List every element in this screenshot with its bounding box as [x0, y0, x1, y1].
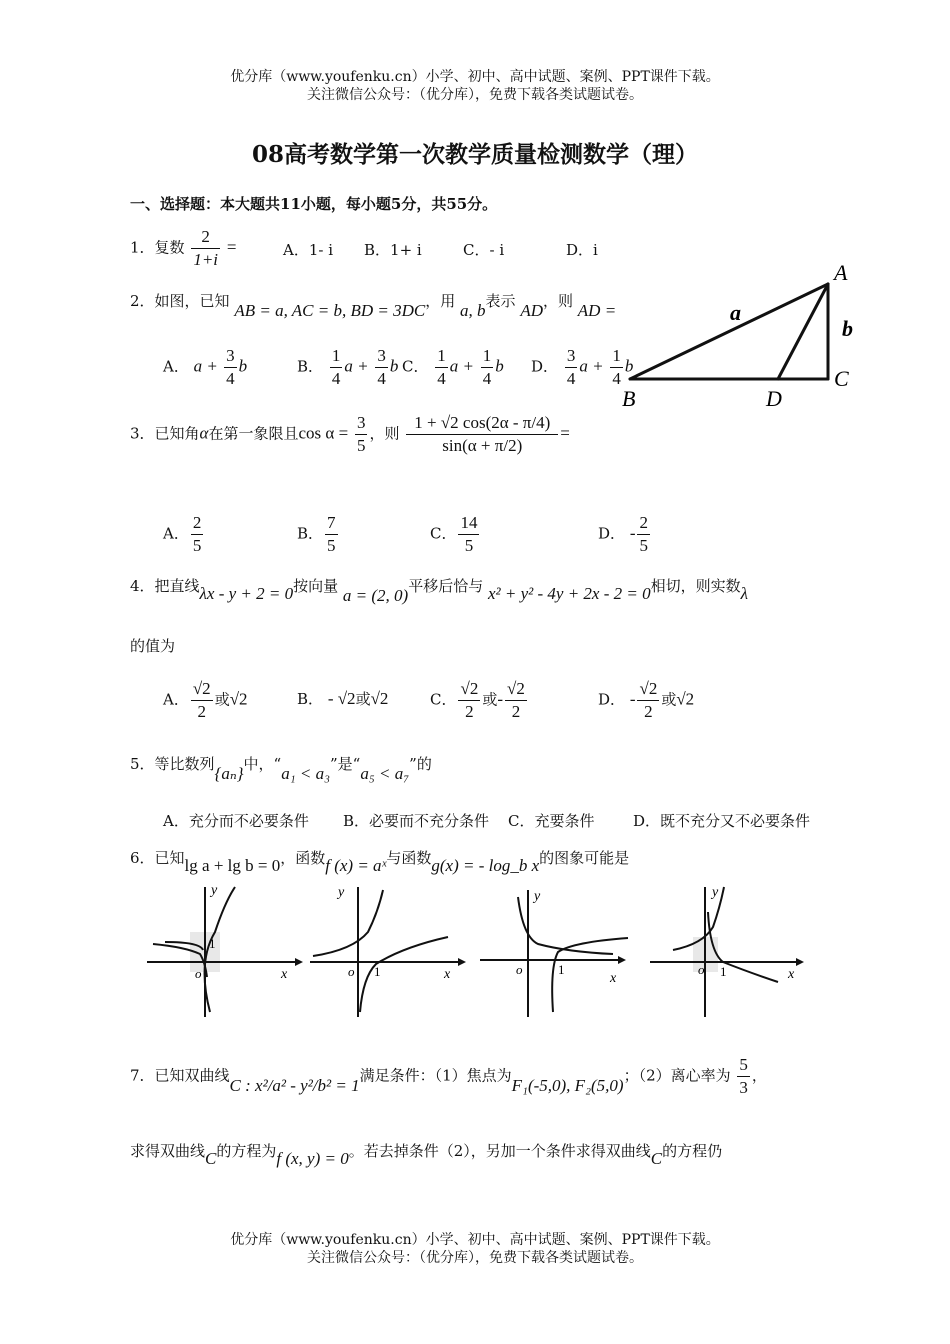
page-title: 08高考数学第一次教学质量检测数学（理）: [251, 141, 698, 168]
q1-frac-num: 2: [191, 226, 220, 249]
q7-line2c: 。若去掉条件（2），另加一个条件求得双曲线: [348, 1142, 651, 1160]
q4-text-3: 平移后恰与: [408, 577, 484, 595]
q7-text-3: ；（2）离心率为: [623, 1066, 731, 1085]
q4-line: λx - y + 2 = 0: [199, 584, 294, 603]
q3-text-3: ，则: [369, 424, 400, 443]
svg-text:o: o: [195, 966, 202, 981]
q3-b-label: B．: [297, 524, 324, 543]
q3-c-frac: [458, 512, 479, 557]
q7-e-d: 3: [739, 1078, 748, 1097]
q7-c-2: C: [650, 1149, 663, 1168]
q3-main-frac: [406, 412, 558, 457]
q7-c-1: C: [205, 1149, 217, 1168]
q2-b-n2: 3: [375, 345, 388, 368]
q2-math-1: AB = a, AC = b, BD = 3DC: [234, 301, 426, 320]
q4-d-v: √2: [676, 689, 695, 709]
q2-math-2: a, b: [460, 301, 486, 320]
q4-c-n2: √2: [505, 678, 527, 701]
svg-text:1: 1: [558, 962, 565, 977]
q3-cos-frac: [355, 412, 368, 457]
q3-d-n: 2: [637, 512, 650, 535]
q2-text-2: ，用: [425, 292, 456, 310]
q4-vector: a = (2, 0): [342, 586, 409, 605]
q1-option-a: A．1- i: [283, 241, 334, 259]
q4-text-4: 相切，则实数: [650, 577, 741, 595]
q2-a-d: 4: [226, 369, 235, 388]
q7-e-n: 5: [737, 1054, 750, 1077]
q2-b-frac-1: [330, 345, 343, 390]
q2-d-frac-1: [565, 345, 578, 390]
q5-cond-1: a₁ < a₃: [281, 764, 331, 783]
question-1: [130, 226, 236, 271]
svg-text:x: x: [444, 967, 451, 982]
q4-a-v: √2: [229, 689, 248, 709]
q1-option-c: C．- i: [463, 241, 505, 259]
label-vec-a: a: [730, 300, 741, 325]
q7-text-2: 满足条件：（1）焦点为: [359, 1066, 512, 1085]
q3-c-d: 5: [464, 536, 474, 555]
q2-b-d1: 4: [331, 369, 341, 388]
q4-a-or: 或: [214, 690, 230, 709]
q4-text-2: 按向量: [293, 577, 339, 595]
q4-a-n: √2: [191, 678, 213, 701]
svg-text:y: y: [338, 885, 345, 900]
q2-d-n2: 1: [610, 345, 623, 368]
q2-a-n: 3: [224, 345, 237, 368]
q3-a-frac: [191, 512, 204, 557]
q4-d-d: 2: [644, 702, 653, 721]
q4-b-or: 或: [355, 690, 371, 708]
svg-text:x: x: [610, 971, 617, 986]
label-b: B: [622, 386, 636, 410]
svg-text:o: o: [698, 962, 705, 977]
footer-line-1: 优分库（www.youfenku.cn）小学、初中、高中试题、案例、PPT课件下载。: [230, 1232, 720, 1248]
q3-b-frac: [325, 512, 338, 557]
svg-text:1: 1: [209, 936, 216, 951]
question-5: [130, 753, 432, 783]
q3-b-n: 7: [325, 512, 338, 535]
q4-option-c: [430, 678, 529, 723]
q6-graph-d: [648, 882, 808, 1022]
q3-d-label: D．: [598, 524, 626, 543]
q2-d-b: b: [624, 356, 634, 376]
q2-b-a: a +: [344, 356, 369, 376]
q5-option-b: B．必要而不充分条件: [343, 812, 490, 830]
q3-cos-d: 5: [356, 436, 366, 455]
footer-line-2: 关注微信公众号：（优分库），免费下载各类试题试卷。: [307, 1250, 643, 1266]
q2-b-b: b: [389, 356, 399, 376]
q2-option-b: [297, 345, 398, 390]
q6-g: g(x) = - log_b x: [431, 856, 540, 875]
q7-feq: f (x, y) = 0: [276, 1149, 349, 1168]
q3-d-sign: -: [629, 523, 636, 543]
svg-text:x: x: [788, 967, 795, 982]
q3-num: 1 + √2 cos(2α - π/4): [406, 412, 558, 435]
q4-c-frac-2: [505, 678, 527, 723]
question-6: [130, 847, 630, 875]
q1-eq: =: [226, 237, 237, 257]
q4-b-label: B．: [297, 690, 324, 708]
q2-text-4: ，则: [542, 292, 573, 310]
q6-text-1: 6．已知: [130, 849, 185, 867]
q6-graph-b: [308, 882, 468, 1022]
q3-a-n: 2: [191, 512, 204, 535]
q7-line2a: 求得双曲线: [130, 1142, 206, 1160]
q4-d-label: D．: [598, 690, 626, 709]
q4-option-d: [598, 678, 694, 723]
q2-c-frac-2: [481, 345, 494, 390]
q2-c-a: a +: [449, 356, 474, 376]
svg-text:o: o: [348, 964, 355, 979]
q2-triangle-figure: [620, 258, 860, 410]
q3-a-label: A．: [163, 524, 189, 543]
q2-option-a: [163, 345, 247, 390]
q2-text-1: 2．如图，已知: [130, 292, 230, 310]
q5-seq: {aₙ}: [214, 764, 244, 783]
q2-d-label: D．: [531, 357, 559, 376]
q2-d-a: a +: [579, 356, 604, 376]
label-c: C: [834, 366, 849, 391]
q7-line2b: 的方程为: [216, 1142, 277, 1160]
q2-a-expr: a +: [193, 356, 223, 376]
section-heading: 一、选择题：本大题共11小题，每小题5分，共55分。: [130, 195, 498, 213]
label-vec-b: b: [842, 316, 853, 341]
q2-a-frac: [224, 345, 237, 390]
q4-continuation: 的值为: [130, 637, 176, 655]
q6-f: f (x) = aˣ: [325, 856, 387, 875]
q2-option-d: [531, 345, 633, 390]
q4-option-a: [163, 678, 248, 723]
svg-text:o: o: [516, 962, 523, 977]
q5-cond-2: a₅ < a₇: [360, 764, 410, 783]
q2-d-d2: 4: [612, 369, 621, 388]
q7-line2d: 的方程仍: [662, 1142, 723, 1160]
question-2: [130, 290, 617, 320]
q3-alpha: α: [199, 423, 209, 443]
q2-b-label: B．: [297, 357, 324, 376]
q4-d-sign: -: [629, 689, 636, 709]
q2-a-b: b: [238, 356, 248, 376]
q2-math-3: AD: [520, 301, 543, 320]
q2-c-b: b: [495, 356, 504, 376]
q4-c-d1: 2: [465, 702, 474, 721]
q4-text-1: 4．把直线: [130, 577, 200, 595]
q4-option-b: [297, 688, 388, 709]
q4-circle: x² + y² - 4y + 2x - 2 = 0: [488, 584, 651, 603]
q2-d-d1: 4: [566, 369, 576, 388]
q2-c-frac-1: [435, 345, 448, 390]
q3-option-b: [297, 512, 340, 557]
q7-text-1: 7．已知双曲线: [130, 1066, 230, 1085]
q4-c-d2: 2: [511, 702, 521, 721]
q4-c-label: C．: [430, 690, 457, 709]
q3-c-n: 14: [458, 512, 479, 535]
q5-text-3: ”是“: [330, 755, 361, 773]
svg-text:y: y: [712, 885, 719, 900]
q4-c-n1: √2: [458, 678, 480, 701]
q5-option-d: D．既不充分又不必要条件: [633, 812, 811, 830]
svg-text:1: 1: [720, 964, 727, 979]
header-line-2: 关注微信公众号：（优分库），免费下载各类试题试卷。: [307, 87, 643, 103]
question-7: [130, 1054, 767, 1099]
svg-text:y: y: [534, 889, 541, 904]
q6-text-2: ，函数: [280, 849, 326, 867]
q3-d-frac: [637, 512, 650, 557]
q2-b-d2: 4: [377, 369, 386, 388]
q2-b-frac-2: [375, 345, 388, 390]
q3-b-d: 5: [327, 536, 336, 555]
q7-text-4: ，: [751, 1066, 767, 1085]
q2-c-n2: 1: [481, 345, 494, 368]
q3-text-2: 在第一象限且: [208, 424, 299, 443]
q2-c-label: C．: [402, 357, 429, 376]
svg-text:y: y: [211, 883, 218, 898]
label-a: A: [834, 260, 848, 285]
q6-graph-a: [145, 882, 305, 1022]
q4-b-v2: √2: [370, 689, 389, 708]
q5-text-4: ”的: [409, 755, 432, 773]
q6-text-3: 与函数: [386, 849, 432, 867]
question-3: [130, 412, 570, 457]
q4-c-sign: -: [497, 689, 504, 709]
q3-cos: cos α =: [298, 423, 349, 443]
q4-lambda: λ: [740, 584, 749, 603]
q7-foci: F₁(-5,0), F₂(5,0): [511, 1075, 624, 1095]
q4-d-n: √2: [637, 678, 659, 701]
q4-a-frac: [191, 678, 213, 723]
q3-c-label: C．: [430, 524, 457, 543]
q5-option-a: A．充分而不必要条件: [163, 812, 309, 830]
question-4: [130, 575, 749, 605]
q1-frac-den: 1+i: [193, 250, 219, 269]
side-ab: [630, 284, 828, 379]
q4-b-v1: - √2: [327, 689, 356, 708]
q3-option-a: [163, 512, 205, 557]
q7-continuation: [130, 1140, 723, 1168]
q6-cond: lg a + lg b = 0: [184, 856, 281, 875]
q2-option-c: [402, 345, 504, 390]
q6-text-4: 的图象可能是: [539, 849, 630, 867]
q3-cos-n: 3: [355, 412, 368, 435]
q2-d-n1: 3: [565, 345, 578, 368]
q2-b-n1: 1: [330, 345, 343, 368]
q4-d-frac: [637, 678, 659, 723]
q4-a-label: A．: [163, 690, 189, 709]
q1-option-d: D．i: [566, 241, 598, 259]
q6-graph-c: [478, 882, 638, 1022]
q4-d-or: 或: [661, 690, 677, 709]
q5-text-1: 5．等比数列: [130, 755, 215, 773]
q3-a-d: 5: [192, 536, 202, 555]
header-line-1: 优分库（www.youfenku.cn）小学、初中、高中试题、案例、PPT课件下载。: [230, 69, 720, 85]
q3-den: sin(α + π/2): [442, 436, 523, 455]
q2-math-4: AD =: [577, 301, 617, 320]
svg-text:1: 1: [374, 964, 381, 979]
q1-option-b: B．1+ i: [364, 241, 422, 259]
q2-a-label: A．: [163, 357, 189, 376]
label-d: D: [766, 386, 782, 410]
q5-option-c: C．充要条件: [508, 812, 595, 830]
q2-c-n1: 1: [435, 345, 448, 368]
q7-e-frac: [737, 1054, 750, 1099]
q7-equation: C : x²/a² - y²/b² = 1: [229, 1075, 360, 1095]
q4-a-d: 2: [197, 702, 207, 721]
q2-c-d1: 4: [437, 369, 446, 388]
q3-d-d: 5: [639, 536, 648, 555]
q1-fraction: [191, 226, 220, 271]
q2-c-d2: 4: [482, 369, 492, 388]
q5-text-2: 中，“: [243, 755, 282, 773]
q3-option-d: [598, 512, 652, 557]
segment-ad: [778, 284, 828, 379]
q3-option-c: [430, 512, 481, 557]
q3-eq: =: [560, 423, 570, 443]
q3-text-1: 3．已知角: [130, 424, 200, 443]
q4-c-frac-1: [458, 678, 480, 723]
q4-c-or: 或: [482, 690, 498, 709]
q2-text-3: 表示: [485, 292, 516, 310]
q1-label: 1．复数: [130, 238, 185, 257]
svg-text:x: x: [281, 967, 288, 982]
